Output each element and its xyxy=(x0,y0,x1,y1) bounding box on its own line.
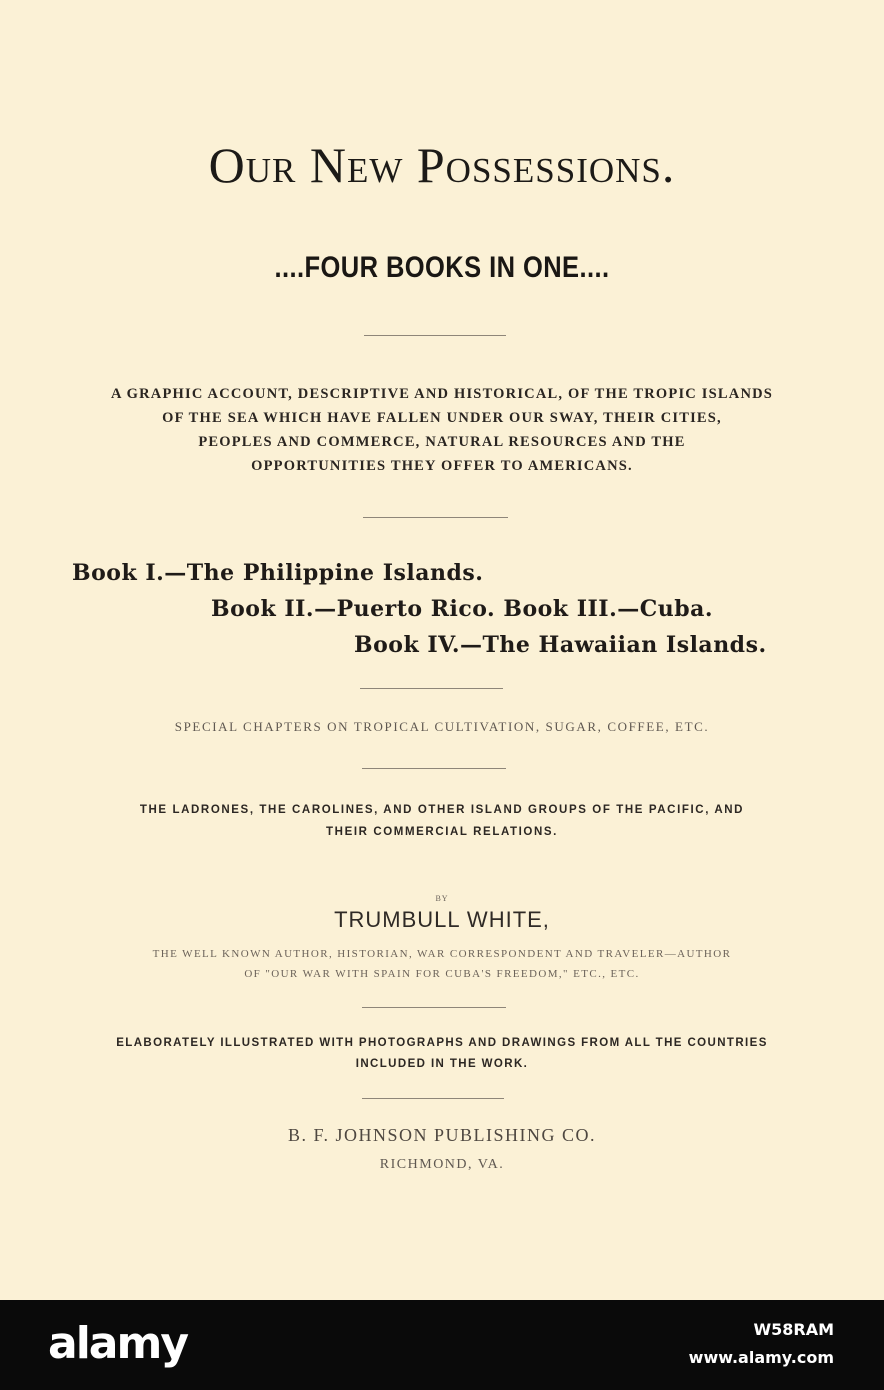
pacific-islands-note xyxy=(0,799,884,843)
author-description xyxy=(0,944,884,984)
divider xyxy=(363,517,508,518)
divider xyxy=(362,768,506,769)
book-two-three: Book II.—Puerto Rico. Book III.—Cuba. xyxy=(211,596,714,622)
divider xyxy=(364,335,506,336)
book-title: Our New Possessions. xyxy=(208,137,676,193)
alamy-logo: alamy xyxy=(48,1318,187,1369)
author-name: TRUMBULL WHITE, xyxy=(334,907,550,932)
description-line: OF THE SEA WHICH HAVE FALLEN UNDER OUR SWAY, THEIR CITIES, xyxy=(162,410,722,426)
by-label: BY xyxy=(435,894,449,903)
description-line: OPPORTUNITIES THEY OFFER TO AMERICANS. xyxy=(251,458,633,474)
description xyxy=(0,382,884,478)
divider xyxy=(360,688,503,689)
site-url: www.alamy.com xyxy=(688,1348,834,1367)
book-four: Book IV.—The Hawaiian Islands. xyxy=(354,632,767,658)
divider xyxy=(362,1098,504,1099)
special-chapters: SPECIAL CHAPTERS ON TROPICAL CULTIVATION, SUGAR, COFFEE, ETC. xyxy=(174,719,710,734)
publisher: B. F. JOHNSON PUBLISHING CO. xyxy=(287,1125,597,1145)
description-line: PEOPLES AND COMMERCE, NATURAL RESOURCES AND THE xyxy=(198,434,686,450)
author-description-line: OF "OUR WAR WITH SPAIN FOR CUBA'S FREEDOM," ETC., ETC. xyxy=(244,968,640,980)
publisher-place: RICHMOND, VA. xyxy=(379,1157,505,1172)
book-subtitle: ....FOUR BOOKS IN ONE.... xyxy=(274,251,610,284)
note-line: THE LADRONES, THE CAROLINES, AND OTHER ISLAND GROUPS OF THE PACIFIC, AND xyxy=(139,804,745,816)
note-line: ELABORATELY ILLUSTRATED WITH PHOTOGRAPHS AND DRAWINGS FROM ALL THE COUNTRIES xyxy=(116,1037,768,1049)
illustrations-note xyxy=(0,1033,884,1075)
note-line: INCLUDED IN THE WORK. xyxy=(355,1058,529,1070)
divider xyxy=(362,1007,506,1008)
image-id: W58RAM xyxy=(753,1320,834,1339)
author-description-line: THE WELL KNOWN AUTHOR, HISTORIAN, WAR CORRESPONDENT AND TRAVELER—AUTHOR xyxy=(152,948,732,960)
description-line: A GRAPHIC ACCOUNT, DESCRIPTIVE AND HISTORICAL, OF THE TROPIC ISLANDS xyxy=(110,386,774,402)
note-line: THEIR COMMERCIAL RELATIONS. xyxy=(326,826,558,838)
book-one: Book I.—The Philippine Islands. xyxy=(72,560,484,586)
stock-footer-bar xyxy=(0,1300,884,1390)
